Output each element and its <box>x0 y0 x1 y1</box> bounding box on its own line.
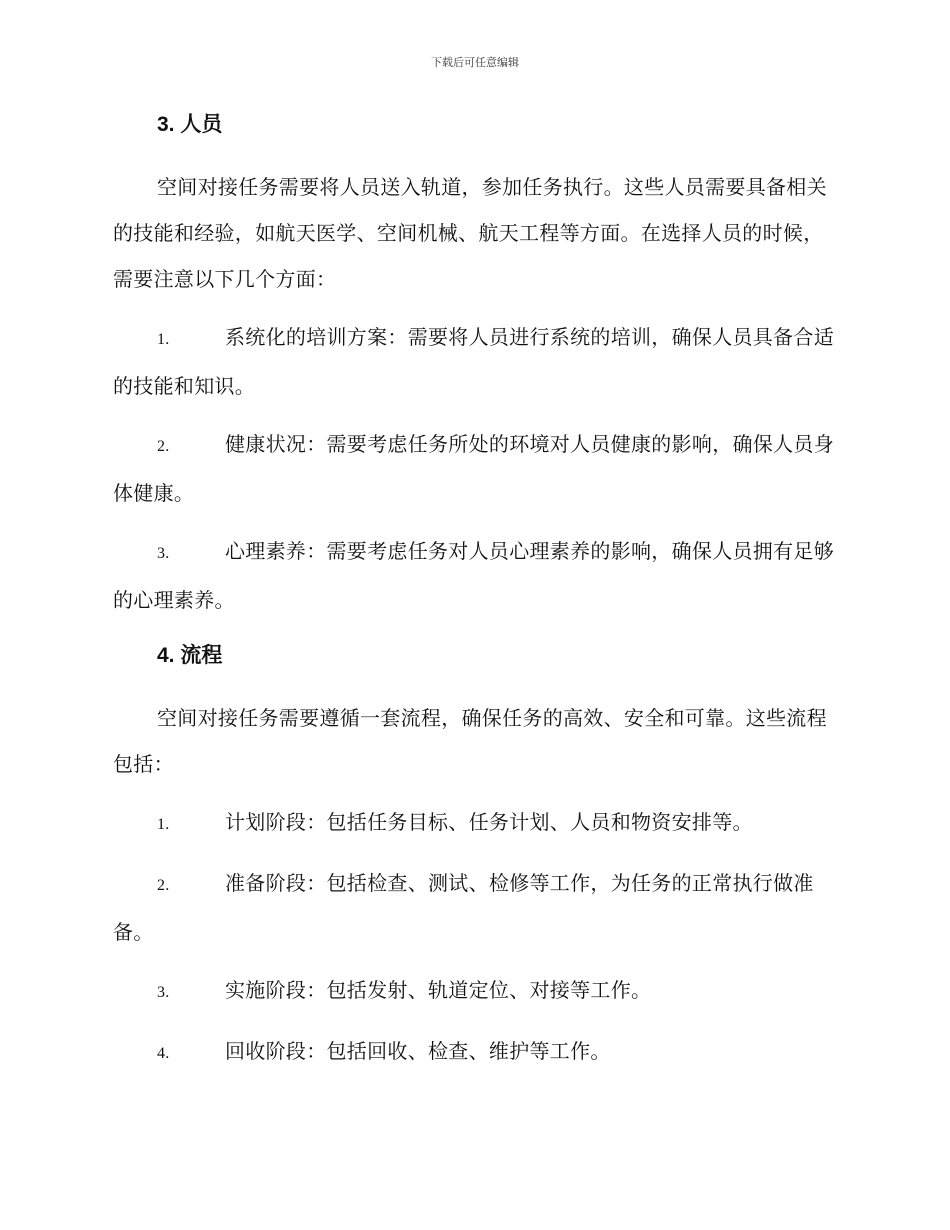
list-number: 3. <box>157 545 170 562</box>
section-heading-personnel: 3. 人员 <box>157 113 223 136</box>
list-text: 健康状况：需要考虑任务所处的环境对人员健康的影响，确保人员身体健康。 <box>113 432 834 505</box>
section-intro-personnel: 空间对接任务需要将人员送入轨道，参加任务执行。这些人员需要具备相关的技能和经验，如航天医学、空间机械、航天工程等方面。在选择人员的时候，需要注意以下几个方面： <box>113 175 827 291</box>
list-text: 实施阶段：包括发射、轨道定位、对接等工作。 <box>225 978 652 1002</box>
page-header: 下载后可任意编辑 <box>431 56 519 69</box>
list-text: 准备阶段：包括检查、测试、检修等工作，为任务的正常执行做准备。 <box>113 871 814 944</box>
section-intro-process: 空间对接任务需要遵循一套流程，确保任务的高效、安全和可靠。这些流程包括： <box>113 706 827 776</box>
list-item <box>113 421 835 516</box>
list-text: 计划阶段：包括任务目标、任务计划、人员和物资安排等。 <box>225 810 753 834</box>
document-body <box>113 110 835 1089</box>
list-item <box>113 967 835 1016</box>
section-heading-process: 4. 流程 <box>157 644 223 667</box>
list-number: 3. <box>157 984 170 1001</box>
list-text: 回收阶段：包括回收、检查、维护等工作。 <box>225 1039 611 1063</box>
list-number: 1. <box>157 331 170 348</box>
list-number: 1. <box>157 816 170 833</box>
list-item <box>113 314 835 409</box>
list-number: 2. <box>157 438 170 455</box>
list-text: 系统化的培训方案：需要将人员进行系统的培训，确保人员具备合适的技能和知识。 <box>113 325 834 398</box>
list-text: 心理素养：需要考虑任务对人员心理素养的影响，确保人员拥有足够的心理素养。 <box>113 539 834 612</box>
list-number: 2. <box>157 877 170 894</box>
list-item <box>113 799 835 848</box>
list-item <box>113 860 835 955</box>
list-number: 4. <box>157 1045 170 1062</box>
list-item <box>113 1028 835 1077</box>
list-item <box>113 528 835 623</box>
